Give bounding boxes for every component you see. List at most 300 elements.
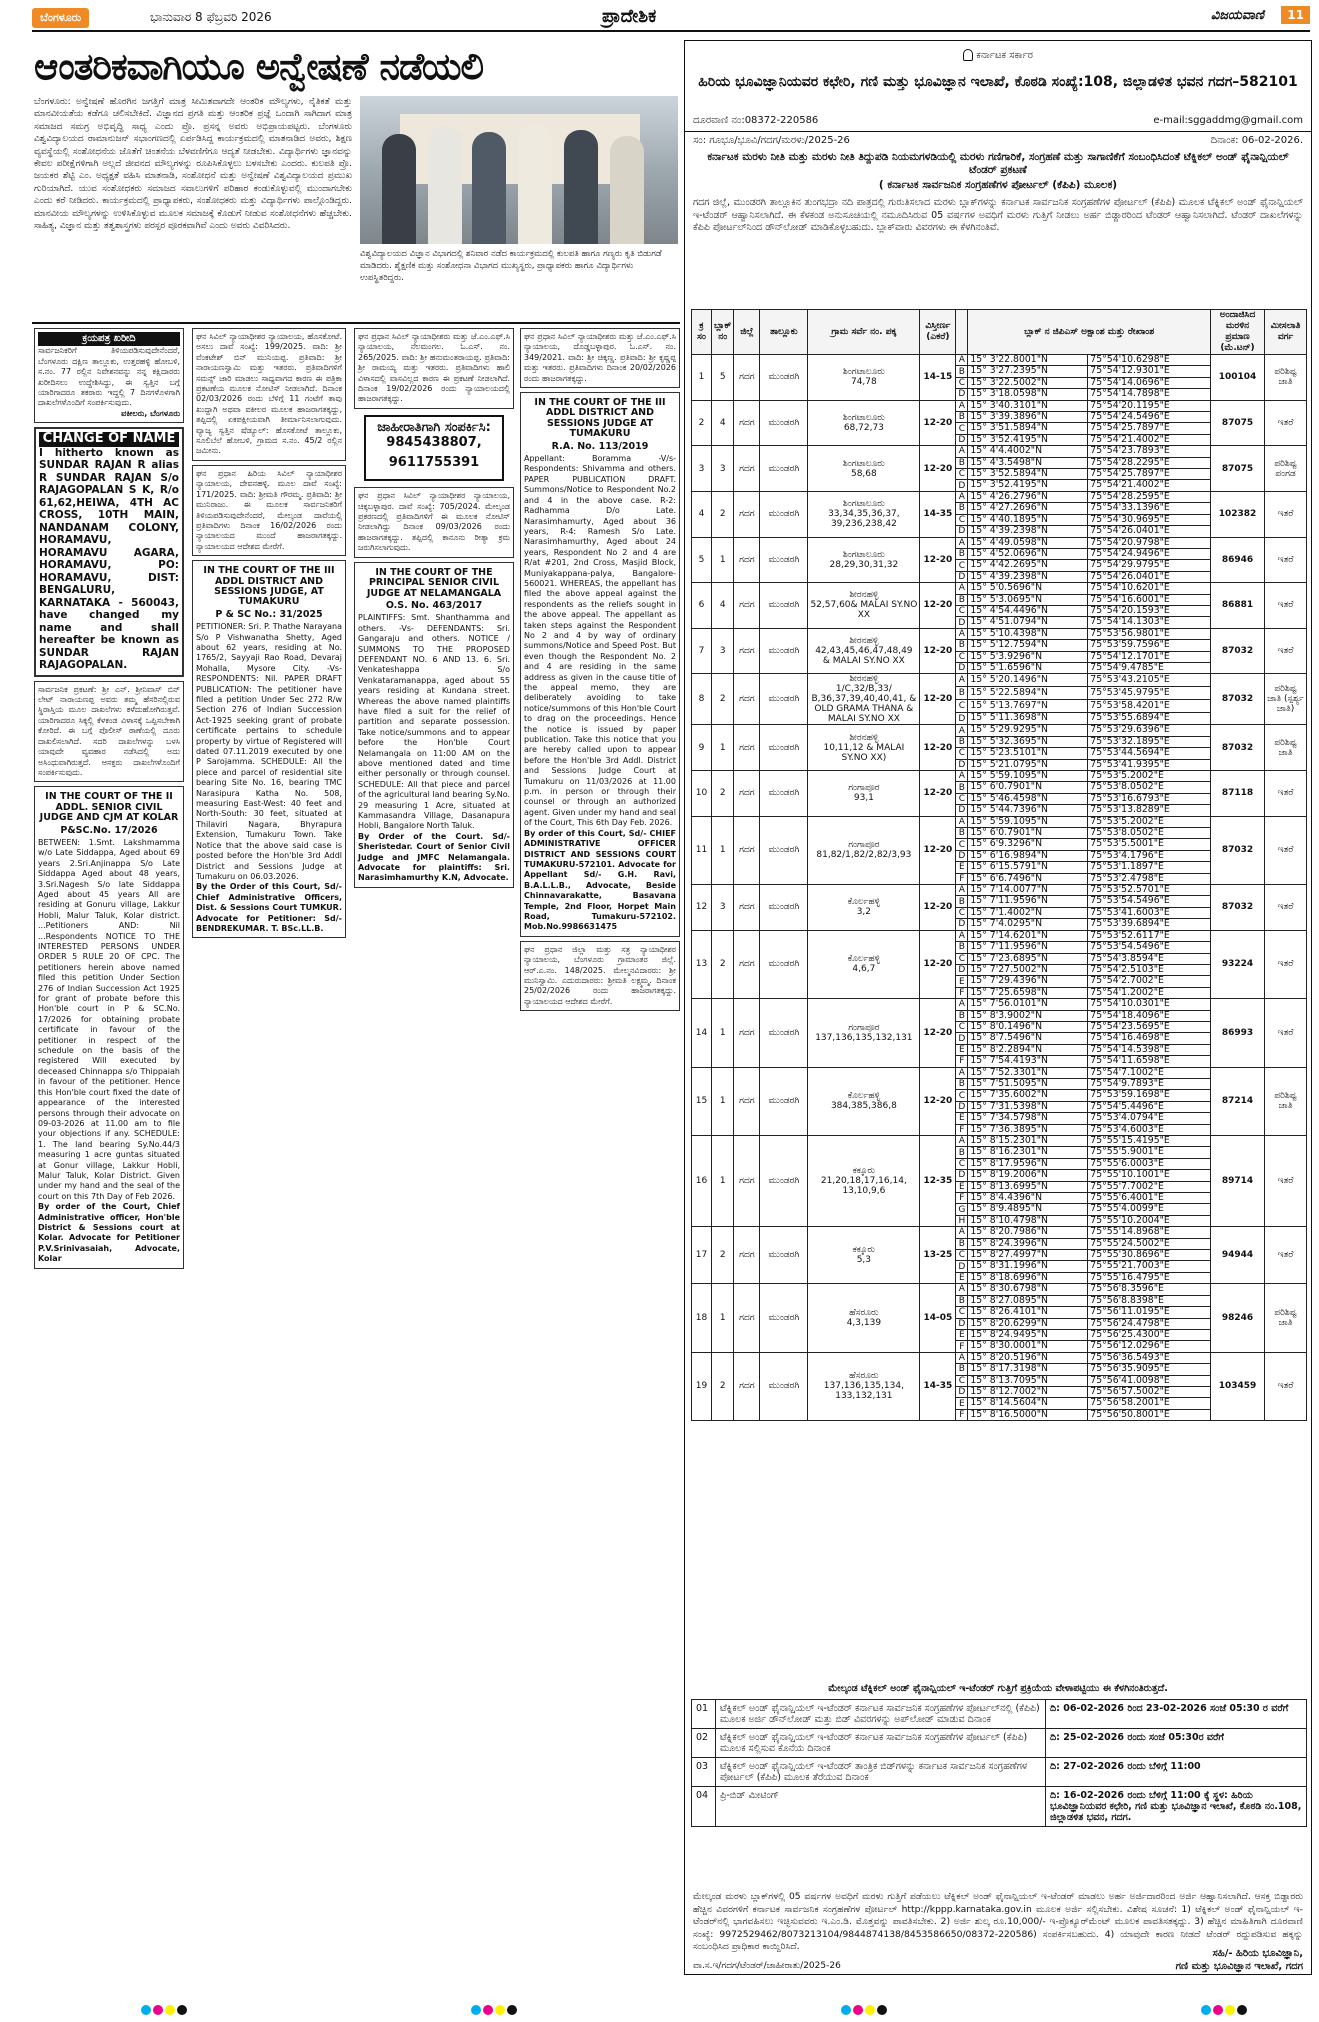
latitude-cell: 15° 8'31.1996"N bbox=[968, 1261, 1088, 1272]
schedule-value: ದಿ: 06-02-2026 ರಿಂದ 23-02-2026 ಸಂಜೆ 05:30 ರ ವರೆಗೆ bbox=[1046, 1700, 1307, 1729]
court-sign: By Order of the Court. Sd/- Sheristedar. Court of Senior Civil Judge and JMFC Nelamangala. Advocate for plaintiffs: Sri. Narasimhamurthy K.N, Advocate. bbox=[358, 831, 510, 883]
village-survey-cell bbox=[808, 771, 920, 817]
survey-numbers: 137,136,135,132,131 bbox=[815, 1032, 913, 1043]
latitude-cell: 15° 4'42.2695"N bbox=[968, 560, 1088, 571]
latitude-cell: 15° 8'30.0001"N bbox=[968, 1341, 1088, 1352]
court-notice-tumakuru-appeal bbox=[520, 392, 680, 937]
village-name: ಗಂಗಾಪೂರ bbox=[848, 1022, 880, 1033]
point-letter-cell: E bbox=[956, 1398, 968, 1409]
longitude-cell: 75°53'1.1897"E bbox=[1088, 862, 1211, 873]
area-cell: 12-20 bbox=[920, 400, 956, 446]
latitude-cell: 15° 7'14.6201"N bbox=[968, 930, 1088, 941]
taluk-cell: ಮುಂಡರಗಿ bbox=[760, 816, 808, 884]
taluk-cell: ಮುಂಡರಗಿ bbox=[760, 1136, 808, 1227]
point-letter-cell: D bbox=[956, 1386, 968, 1397]
registration-marks bbox=[470, 2000, 518, 2014]
longitude-cell: 75°55'4.0099"E bbox=[1088, 1204, 1211, 1215]
col-header: ಬ್ಲಾಕ್ ನ ಜಿಪಿಎಸ್ ಅಕ್ಷಾಂಶ ಮತ್ತು ರೇಖಾಂಶ bbox=[968, 310, 1211, 355]
area-cell: 12-20 bbox=[920, 628, 956, 674]
court-notice-rural-appeal bbox=[520, 941, 680, 1011]
longitude-cell: 75°53'5.2002"E bbox=[1088, 816, 1211, 827]
point-letter-cell: B bbox=[956, 640, 968, 651]
district-cell: ಗದಗ bbox=[734, 400, 760, 446]
block-no-cell: 2 bbox=[712, 1227, 734, 1284]
schedule-table bbox=[691, 1699, 1307, 1827]
longitude-cell: 75°53'4.1796"E bbox=[1088, 850, 1211, 861]
point-letter-cell: D bbox=[956, 1101, 968, 1112]
longitude-cell: 75°53'41.6003"E bbox=[1088, 907, 1211, 918]
village-survey-cell bbox=[808, 816, 920, 884]
longitude-cell: 75°53'5.5001"E bbox=[1088, 839, 1211, 850]
latitude-cell: 15° 8'13.7095"N bbox=[968, 1375, 1088, 1386]
point-letter-cell: B bbox=[956, 736, 968, 747]
district-cell: ಗದಗ bbox=[734, 1136, 760, 1227]
point-letter-cell: D bbox=[956, 526, 968, 537]
point-letter-cell: B bbox=[956, 548, 968, 559]
point-letter-cell: B bbox=[956, 1010, 968, 1021]
longitude-cell: 75°54'28.2595"E bbox=[1088, 491, 1211, 502]
change-of-name-notice bbox=[34, 427, 184, 676]
latitude-cell: 15° 3'52.4195"N bbox=[968, 434, 1088, 445]
village-name: ಶಿಂಗಟಾಲೂರು bbox=[842, 499, 885, 510]
latitude-cell: 15° 5'21.0795"N bbox=[968, 759, 1088, 770]
longitude-cell: 75°53'59.7596"E bbox=[1088, 640, 1211, 651]
longitude-cell: 75°53'43.2105"E bbox=[1088, 674, 1211, 687]
reservation-cell: ಇತರೆ bbox=[1265, 1227, 1307, 1284]
office-address: ಹಿರಿಯ ಭೂವಿಜ್ಞಾನಿಯವರ ಕಛೇರಿ, ಗಣಿ ಮತ್ತು ಭೂವಿಜ್ಞಾನ ಇಲಾಖೆ, ಕೊಠಡಿ ಸಂಖ್ಯೆ:108, ಜಿಲ್ಲಾಡಳಿತ ಭವನ ಗದಗ–582101 bbox=[698, 74, 1298, 90]
taluk-cell: ಮುಂಡರಗಿ bbox=[760, 583, 808, 629]
point-letter-cell: E bbox=[956, 976, 968, 987]
village-name: ಶಿಂಗಟಾಲೂರು bbox=[842, 412, 885, 423]
block-no-cell: 1 bbox=[712, 999, 734, 1067]
point-letter-cell: D bbox=[956, 1261, 968, 1272]
survey-numbers: 4,6,7 bbox=[852, 964, 876, 975]
block-no-cell: 2 bbox=[712, 1352, 734, 1420]
longitude-cell: 75°53'8.0502"E bbox=[1088, 782, 1211, 793]
longitude-cell: 75°53'52.5701"E bbox=[1088, 885, 1211, 896]
point-letter-cell: A bbox=[956, 1067, 968, 1078]
longitude-cell: 75°53'29.6396"E bbox=[1088, 725, 1211, 736]
reservation-cell: ಇತರೆ bbox=[1265, 400, 1307, 446]
reservation-cell: ಇತರೆ bbox=[1265, 885, 1307, 931]
reservation-cell: ಇತರೆ bbox=[1265, 771, 1307, 817]
quantity-cell: 93224 bbox=[1211, 930, 1265, 998]
village-name: ಕೊರ್ಲಹಳ್ಳಿ bbox=[847, 954, 881, 965]
latitude-cell: 15° 5'23.5101"N bbox=[968, 748, 1088, 759]
longitude-cell: 75°54'25.7897"E bbox=[1088, 469, 1211, 480]
notice-date: ದಿನಾಂಕ: 06-02-2026. bbox=[1210, 135, 1303, 146]
longitude-cell: 75°54'9.4785"E bbox=[1088, 662, 1211, 673]
latitude-cell: 15° 8'16.2301"N bbox=[968, 1147, 1088, 1158]
taluk-cell: ಮುಂಡರಗಿ bbox=[760, 628, 808, 674]
point-letter-cell: D bbox=[956, 1318, 968, 1329]
longitude-cell: 75°55'10.1001"E bbox=[1088, 1170, 1211, 1181]
survey-numbers: 3,2 bbox=[856, 907, 872, 918]
latitude-cell: 15° 7'14.0077"N bbox=[968, 885, 1088, 896]
taluk-cell: ಮುಂಡರಗಿ bbox=[760, 491, 808, 537]
taluk-cell: ಮುಂಡರಗಿ bbox=[760, 355, 808, 401]
table-body bbox=[692, 355, 1307, 1421]
court-notice-nelamangala-2 bbox=[354, 562, 514, 888]
latitude-cell: 15° 3'52.5894"N bbox=[968, 469, 1088, 480]
district-cell: ಗದಗ bbox=[734, 355, 760, 401]
area-cell: 12-20 bbox=[920, 537, 956, 583]
district-cell: ಗದಗ bbox=[734, 930, 760, 998]
court-notice-tumakuru bbox=[192, 560, 346, 938]
latitude-cell: 15° 4'3.5498"N bbox=[968, 457, 1088, 468]
longitude-cell: 75°56'36.5493"E bbox=[1088, 1352, 1211, 1363]
yellow-mark bbox=[1225, 2005, 1235, 2015]
notice-body: ಘನ ಪ್ರಧಾನ ಸಿವಿಲ್ ನ್ಯಾಯಾಧೀಶರ ನ್ಯಾಯಾಲಯ, ಚಿಕ್ಕಬಳ್ಳಾಪುರ. ದಾವೆ ಸಂಖ್ಯೆ: 705/2024. ಮೇಲ್ಕಂಡ ಪ್ರಕರಣದಲ್ಲಿ ಪ್ರತಿವಾದಿಗಳಿಗೆ ಈ ಮೂಲಕ ನೋಟಿಸ್ ನೀಡಲಾಗಿದ್ದು ದಿನಾಂಕ 09/03/2026 ರಂದು ಹಾಜರಾಗತಕ್ಕದ್ದು. ತಪ್ಪಿದಲ್ಲಿ ಕಾನೂನು ರೀತ್ಯಾ ಕ್ರಮ ಜರುಗಿಸಲಾಗುವುದು. bbox=[358, 491, 510, 553]
district-cell: ಗದಗ bbox=[734, 674, 760, 725]
longitude-cell: 75°55'14.8968"E bbox=[1088, 1227, 1211, 1238]
survey-numbers: 384,385,386,8 bbox=[830, 1101, 897, 1112]
area-cell: 12-20 bbox=[920, 674, 956, 725]
longitude-cell: 75°54'14.1303"E bbox=[1088, 617, 1211, 628]
latitude-cell: 15° 8'15.2301"N bbox=[968, 1136, 1088, 1147]
point-letter-cell: C bbox=[956, 1021, 968, 1032]
village-survey-cell bbox=[808, 1136, 920, 1227]
latitude-cell: 15° 6'15.5791"N bbox=[968, 862, 1088, 873]
latitude-cell: 15° 5'11.3698"N bbox=[968, 712, 1088, 725]
survey-numbers: 93,1 bbox=[853, 793, 874, 804]
photo-caption: ವಿಶ್ವವಿದ್ಯಾಲಯದ ವಿಜ್ಞಾನ ವಿಭಾಗದಲ್ಲಿ ಶನಿವಾರ ನಡೆದ ಕಾರ್ಯಕ್ರಮದಲ್ಲಿ ಕುಲಪತಿ ಹಾಗೂ ಗಣ್ಯರು ಕೃತಿ ಬಿಡುಗಡೆ ಮಾಡಿದರು. ಶೈಕ್ಷಣಿಕ ಮತ್ತು ಸಂಶೋಧನಾ ವಿಭಾಗದ ಮುಖ್ಯಸ್ಥರು, ಪ್ರಾಧ್ಯಾಪಕರು ಹಾಗೂ ವಿದ್ಯಾರ್ಥಿಗಳು ಉಪಸ್ಥಿತರಿದ್ದರು. bbox=[360, 249, 662, 283]
village-survey-cell bbox=[808, 1227, 920, 1284]
advertising-contact-box bbox=[364, 415, 504, 481]
court-notice-kolar bbox=[34, 786, 184, 1268]
village-name: ಗಂಗಾಪೂರ bbox=[848, 840, 880, 851]
longitude-cell: 75°54'28.2295"E bbox=[1088, 457, 1211, 468]
schedule-row bbox=[692, 1758, 1307, 1787]
table-row bbox=[692, 537, 1307, 548]
classifieds-column-4 bbox=[520, 328, 680, 1990]
point-letter-cell: D bbox=[956, 389, 968, 400]
longitude-cell: 75°55'24.5002"E bbox=[1088, 1238, 1211, 1249]
latitude-cell: 15° 3'39.3896"N bbox=[968, 412, 1088, 423]
survey-numbers: 33,34,35,36,37, 39,236,238,42 bbox=[828, 509, 900, 530]
latitude-cell: 15° 3'18.0598"N bbox=[968, 389, 1088, 400]
latitude-cell: 15° 7'25.6598"N bbox=[968, 987, 1088, 998]
area-cell: 12-20 bbox=[920, 930, 956, 998]
village-survey-cell bbox=[808, 999, 920, 1067]
footer-text: ಮೇಲ್ಕಂಡ ಮರಳು ಬ್ಲಾಕ್‌ಗಳಲ್ಲಿ 05 ವರ್ಷಗಳ ಅವಧಿಗೆ ಮರಳು ಗುತ್ತಿಗೆ ಪಡೆಯಲು ಟೆಕ್ನಿಕಲ್ ಅಂಡ್ ಫೈನಾನ್ಷಿಯಲ್ ಇ-ಟೆಂಡರ್ ಮಾಡಲು ಅರ್ಹ ಅರ್ಜಿದಾರರಿಂದ ಅರ್ಜಿ ಆಹ್ವಾನಿಸಲಾಗಿದೆ. ಆಸಕ್ತ ಬಿಡ್ದಾರರು ಹೆಚ್ಚಿನ ವಿವರಗಳಿಗೆ ಕರ್ನಾಟಕ ಸಾರ್ವಜನಿಕ ಸಂಗ್ರಹಣೆಗಳ ಪೋರ್ಟಲ್ http://kppp.karnataka.gov.in ಮೂಲಕ ಅರ್ಜಿ ಸಲ್ಲಿಸಬೇಕು. ವಿಶೇಷ ಸೂಚನೆ: 1) ಟೆಕ್ನಿಕಲ್ ಅಂಡ್ ಫೈನಾನ್ಷಿಯಲ್ ಇ-ಟೆಂಡರ್‌ನಲ್ಲಿ ಭಾಗವಹಿಸಲು ಇಚ್ಛಿಸುವವರು ಇ.ಎಂ.ಡಿ. ಮೊತ್ತವನ್ನು ಪಾವತಿಸಬೇಕು. 2) ಅರ್ಜಿ ಶುಲ್ಕ ರೂ.10,000/- ಇ-ಪ್ರೊಕ್ಯೂರ್‌ಮೆಂಟ್ ಮೂಲಕ ಪಾವತಿಸತಕ್ಕದ್ದು. 3) ಹೆಚ್ಚಿನ ಮಾಹಿತಿಗಾಗಿ ದೂರವಾಣಿ ಸಂಖ್ಯೆ: 9972529462/8073213104/9844874138/8453586650/08372-220586) ಸಂಪರ್ಕಿಸಬಹುದು. 4) ಯಾವುದೇ ಕಾರಣ ನೀಡದೆ ಟೆಂಡರ್ ರದ್ದುಪಡಿಸುವ ಹಕ್ಕನ್ನು ಸಂಬಂಧಿಸಿದ ಪ್ರಾಧಿಕಾರ ಕಾಯ್ದಿರಿಸಿದೆ. bbox=[693, 1891, 1303, 1953]
village-name: ಶೀರನಹಳ್ಳಿ bbox=[849, 674, 879, 685]
longitude-cell: 75°54'10.6298"E bbox=[1088, 355, 1211, 366]
block-no-cell: 2 bbox=[712, 930, 734, 998]
emblem-icon bbox=[963, 49, 973, 61]
black-mark bbox=[507, 2005, 517, 2015]
latitude-cell: 15° 7'11.9596"N bbox=[968, 942, 1088, 953]
quantity-cell: 87075 bbox=[1211, 400, 1265, 446]
table-row bbox=[692, 725, 1307, 736]
notice-sign: ವಕೀಲರು, ಬೆಂಗಳೂರು bbox=[121, 408, 180, 418]
quantity-cell: 94944 bbox=[1211, 1227, 1265, 1284]
longitude-cell: 75°54'20.1593"E bbox=[1088, 605, 1211, 616]
longitude-cell: 75°54'1.2002"E bbox=[1088, 987, 1211, 998]
village-survey-cell bbox=[808, 400, 920, 446]
purchase-notice bbox=[34, 328, 184, 423]
point-letter-cell: C bbox=[956, 469, 968, 480]
area-cell: 12-20 bbox=[920, 771, 956, 817]
notice-body: ಸಾರ್ವಜನಿಕ ಪ್ರಕಟಣೆ: ಶ್ರೀ ಎನ್. ಶ್ರೀನಿವಾಸ್ ಬಿನ್ ಲೇಟ್ ನಾರಾಯಣಪ್ಪ ಅವರು ತಮ್ಮ ಹೆಸರಿನಲ್ಲಿರುವ ಸ್ಥಿರಾಸ್ತಿಯ ಮೂಲ ದಾಖಲೆಗಳು ಕಳೆದುಹೋಗಿರುತ್ತವೆ. ಯಾರಿಗಾದರೂ ಸಿಕ್ಕಲ್ಲಿ ಕೆಳಕಂಡ ವಿಳಾಸಕ್ಕೆ ಒಪ್ಪಿಸಬೇಕಾಗಿ ಕೋರಿದೆ. ಈ ಬಗ್ಗೆ ಪೊಲೀಸ್ ಠಾಣೆಯಲ್ಲಿ ದೂರು ದಾಖಲಿಸಲಾಗಿದೆ. ಸದರಿ ದಾಖಲೆಗಳನ್ನು ಬಳಸಿ ಯಾವುದೇ ವ್ಯವಹಾರ ನಡೆಸಿದಲ್ಲಿ ಅದು ಅಸಿಂಧುವಾಗಿರುತ್ತದೆ. ಆಸಕ್ತರು ದಾಖಲೆಗಳೊಂದಿಗೆ ಸಂಪರ್ಕಿಸುವುದು. bbox=[38, 684, 180, 777]
latitude-cell: 15° 5'46.4598"N bbox=[968, 793, 1088, 804]
magenta-mark bbox=[853, 2005, 863, 2015]
longitude-cell: 75°55'15.4195"E bbox=[1088, 1136, 1211, 1147]
district-cell: ಗದಗ bbox=[734, 491, 760, 537]
latitude-cell: 15° 4'39.2398"N bbox=[968, 526, 1088, 537]
village-name: ಹೆಸರೂರು bbox=[849, 1308, 879, 1318]
quantity-cell: 87032 bbox=[1211, 628, 1265, 674]
point-letter-cell: D bbox=[956, 571, 968, 582]
quantity-cell: 87032 bbox=[1211, 816, 1265, 884]
table-row bbox=[692, 446, 1307, 457]
table-row bbox=[692, 1136, 1307, 1147]
point-letter-cell: C bbox=[956, 953, 968, 964]
latitude-cell: 15° 5'10.4398"N bbox=[968, 628, 1088, 639]
longitude-cell: 75°54'16.6001"E bbox=[1088, 594, 1211, 605]
district-cell: ಗದಗ bbox=[734, 1352, 760, 1420]
govt-name: ಕರ್ನಾಟಕ ಸರ್ಕಾರ bbox=[976, 50, 1033, 61]
latitude-cell: 15° 7'35.6002"N bbox=[968, 1090, 1088, 1101]
survey-numbers: 137,136,135,134, 133,132,131 bbox=[823, 1381, 904, 1402]
latitude-cell: 15° 4'49.0598"N bbox=[968, 537, 1088, 548]
registration-marks bbox=[1200, 2000, 1248, 2014]
latitude-cell: 15° 3'51.5894"N bbox=[968, 423, 1088, 434]
point-letter-cell: D bbox=[956, 964, 968, 975]
point-letter-cell: E bbox=[956, 862, 968, 873]
village-survey-cell bbox=[808, 1352, 920, 1420]
serial-cell: 12 bbox=[692, 885, 712, 931]
cyan-mark bbox=[841, 2005, 851, 2015]
point-letter-cell: D bbox=[956, 712, 968, 725]
point-letter-cell: F bbox=[956, 1341, 968, 1352]
page-number: 11 bbox=[1281, 6, 1310, 24]
quantity-cell: 86993 bbox=[1211, 999, 1265, 1067]
quantity-cell: 87032 bbox=[1211, 725, 1265, 771]
block-no-cell: 4 bbox=[712, 400, 734, 446]
notice-body: ಘನ ಪ್ರಧಾನ ಸಿವಿಲ್ ನ್ಯಾಯಾಧೀಶರು ಮತ್ತು ಜೆ.ಎಂ.ಎಫ್.ಸಿ ನ್ಯಾಯಾಲಯ, ದೊಡ್ಡಬಳ್ಳಾಪುರ. ಓ.ಎಸ್. ನಂ. 349/2021. ವಾದಿ: ಶ್ರೀ ಚಿಕ್ಕಣ್ಣ. ಪ್ರತಿವಾದಿ: ಶ್ರೀ ಕೃಷ್ಣಪ್ಪ ಮತ್ತು ಇತರರು. ಪ್ರತಿವಾದಿಗಳು ದಿನಾಂಕ 20/02/2026 ರಂದು ಹಾಜರಾಗತಕ್ಕದ್ದು. bbox=[524, 332, 676, 383]
longitude-cell: 75°53'2.4798"E bbox=[1088, 873, 1211, 884]
longitude-cell: 75°56'12.0296"E bbox=[1088, 1341, 1211, 1352]
longitude-cell: 75°54'29.9795"E bbox=[1088, 560, 1211, 571]
latitude-cell: 15° 6'0.7901"N bbox=[968, 828, 1088, 839]
longitude-cell: 75°54'10.0301"E bbox=[1088, 999, 1211, 1010]
schedule-no: 03 bbox=[692, 1758, 716, 1787]
point-letter-cell: E bbox=[956, 1181, 968, 1192]
latitude-cell: 15° 8'20.5196"N bbox=[968, 1352, 1088, 1363]
col-header: ಗ್ರಾಮ ಸರ್ವೆ ನಂ. ಪಕ್ಕ bbox=[808, 310, 920, 355]
longitude-cell: 75°54'2.7002"E bbox=[1088, 976, 1211, 987]
longitude-cell: 75°54'7.1002"E bbox=[1088, 1067, 1211, 1078]
longitude-cell: 75°53'4.6003"E bbox=[1088, 1124, 1211, 1135]
schedule-value: ದಿ: 27-02-2026 ರಂದು ಬೆಳಿಗ್ಗೆ 11:00 bbox=[1046, 1758, 1307, 1787]
latitude-cell: 15° 7'27.5002"N bbox=[968, 964, 1088, 975]
point-letter-cell: A bbox=[956, 628, 968, 639]
table-row bbox=[692, 771, 1307, 782]
district-cell: ಗದಗ bbox=[734, 1227, 760, 1284]
notice-body: ಘನ ಪ್ರಧಾನ ಜಿಲ್ಲಾ ಮತ್ತು ಸತ್ರ ನ್ಯಾಯಾಧೀಶರ ನ್ಯಾಯಾಲಯ, ಬೆಂಗಳೂರು ಗ್ರಾಮಾಂತರ ಜಿಲ್ಲೆ. ಆರ್.ಎ.ನಂ. 148/2025. ಮೇಲ್ಮನವಿದಾರರು: ಶ್ರೀ ಮುನಿಸ್ವಾಮಿ. ಎದುರುದಾರರು: ಶ್ರೀಮತಿ ಲಕ್ಷ್ಮಮ್ಮ. ದಿನಾಂಕ 25/02/2026 ರಂದು ಹಾಜರಾಗತಕ್ಕದ್ದು. ನ್ಯಾಯಾಲಯದ ಆದೇಶದ ಮೇರೆಗೆ. bbox=[524, 944, 676, 1006]
point-letter-cell: F bbox=[956, 987, 968, 998]
longitude-cell: 75°54'14.7898"E bbox=[1088, 389, 1211, 400]
latitude-cell: 15° 5'22.5894"N bbox=[968, 687, 1088, 700]
longitude-cell: 75°54'24.5496"E bbox=[1088, 412, 1211, 423]
section-title: ಪ್ರಾದೇಶಿಕ bbox=[602, 6, 657, 27]
point-letter-cell: D bbox=[956, 805, 968, 816]
ref-line bbox=[693, 135, 1303, 146]
village-name: ಕೊರ್ಲಹಳ್ಳಿ bbox=[847, 897, 881, 908]
area-cell: 12-20 bbox=[920, 446, 956, 492]
point-letter-cell: A bbox=[956, 400, 968, 411]
latitude-cell: 15° 8'20.6299"N bbox=[968, 1318, 1088, 1329]
point-letter-cell: C bbox=[956, 1375, 968, 1386]
longitude-cell: 75°54'30.9695"E bbox=[1088, 514, 1211, 525]
survey-numbers: 81,82/1,82/2,82/3,93 bbox=[816, 850, 912, 861]
village-name: ಶಿಂಗಟಾಲೂರು bbox=[842, 458, 885, 469]
latitude-cell: 15° 7'56.0101"N bbox=[968, 999, 1088, 1010]
black-mark bbox=[877, 2005, 887, 2015]
office-phone: ದೂರವಾಣಿ ನಂ:08372-220586 bbox=[693, 115, 819, 126]
point-letter-cell: B bbox=[956, 782, 968, 793]
tender-title: ಕರ್ನಾಟಕ ಮರಳು ನೀತಿ ಮತ್ತು ಮರಳು ನೀತಿ ತಿದ್ದುಪಡಿ ನಿಯಮಗಳಡಿಯಲ್ಲಿ ಮರಳು ಗಣಿಗಾರಿಕೆ, ಸಂಗ್ರಹಣೆ ಮತ್ತು ಸಾಗಾಣಿಕೆಗೆ ಸಂಬಂಧಿಸಿದಂತೆ ಟೆಕ್ನಿಕಲ್ ಅಂಡ್ ಫೈನಾನ್ಷಿಯಲ್ ಟೆಂಡರ್ ಪ್ರಕಟಣೆ bbox=[707, 151, 1289, 176]
latitude-cell: 15° 8'3.9002"N bbox=[968, 1010, 1088, 1021]
latitude-cell: 15° 5'0.5696"N bbox=[968, 583, 1088, 594]
latitude-cell: 15° 5'59.1095"N bbox=[968, 816, 1088, 827]
registration-marks bbox=[140, 2000, 188, 2014]
area-cell: 14-35 bbox=[920, 491, 956, 537]
longitude-cell: 75°53'45.9795"E bbox=[1088, 687, 1211, 700]
area-cell: 12-20 bbox=[920, 725, 956, 771]
serial-cell: 8 bbox=[692, 674, 712, 725]
longitude-cell: 75°56'24.4798"E bbox=[1088, 1318, 1211, 1329]
schedule-no: 01 bbox=[692, 1700, 716, 1729]
person-figure bbox=[610, 136, 644, 244]
person-figure bbox=[518, 124, 552, 244]
longitude-cell: 75°53'8.0502"E bbox=[1088, 828, 1211, 839]
longitude-cell: 75°55'30.8696"E bbox=[1088, 1250, 1211, 1261]
serial-cell: 1 bbox=[692, 355, 712, 401]
col-header: ಮೀಸಲಾತಿ ವರ್ಗ bbox=[1265, 310, 1307, 355]
point-letter-cell: B bbox=[956, 828, 968, 839]
latitude-cell: 15° 6'16.9894"N bbox=[968, 850, 1088, 861]
serial-cell: 6 bbox=[692, 583, 712, 629]
magenta-mark bbox=[483, 2005, 493, 2015]
point-letter-cell: G bbox=[956, 1204, 968, 1215]
court-body: BETWEEN: 1.Smt. Lakshmamma w/o Late Siddappa, Aged about 69 years 2.Sri.Anjinappa S/o Late Siddappa Aged about 48 years, 3.Sri.Nagesh S/o late Siddappa Aged about 45 years All are residing at Gonuru village, Lakkur Hobli, Malur Taluk, Kolar district. ...Petitioners AND: Nil ...Respondents NOTICE TO THE INTERESTED PERSONS UNDER ORDER 5 RULE 20 OF CPC. The petitioners herein above named filed this petition Under Section 276 of Indian Succession Act 1925 for grant of probate before this Hon'ble court in P & SC.No. 17/2026 for obtaining probate certificate in favour of the petitioner in respect of the schedule on the basis of the registered Will executed by deceased Chinnappa s/o Thippaiah in favour of the petitioner. Hence this Hon'ble court fixed the date of appearance of the interested persons through their advocate on 09-03-2026 at 11.00 am to file your objections if any. SCHEDULE: 1. The land bearing Sy.No.44/3 measuring 1 acre guntas situated at Gonur village, Lakkur Hobli, Malur Taluk, Kolar District. Given under my hand and the seal of the court on this 7th Day of Feb 2026. bbox=[38, 837, 180, 1201]
quantity-cell: 87118 bbox=[1211, 771, 1265, 817]
corner-col-header bbox=[956, 310, 968, 355]
taluk-cell: ಮುಂಡರಗಿ bbox=[760, 1227, 808, 1284]
point-letter-cell: B bbox=[956, 1364, 968, 1375]
longitude-cell: 75°56'25.4300"E bbox=[1088, 1329, 1211, 1340]
survey-numbers: 10,11,12 & MALAI SY.NO XX) bbox=[823, 742, 905, 763]
col-header: ಜಿಲ್ಲೆ bbox=[734, 310, 760, 355]
yellow-mark bbox=[165, 2005, 175, 2015]
sand-blocks-table bbox=[691, 309, 1307, 1421]
longitude-cell: 75°53'5.2002"E bbox=[1088, 771, 1211, 782]
longitude-cell: 75°56'58.2001"E bbox=[1088, 1398, 1211, 1409]
tender-footer bbox=[693, 1891, 1303, 1954]
latitude-cell: 15° 7'34.5798"N bbox=[968, 1113, 1088, 1124]
district-cell: ಗದಗ bbox=[734, 999, 760, 1067]
block-no-cell: 2 bbox=[712, 771, 734, 817]
village-name: ಶೀರನಹಳ್ಳಿ bbox=[849, 590, 879, 601]
longitude-cell: 75°54'3.8594"E bbox=[1088, 953, 1211, 964]
area-cell: 12-20 bbox=[920, 583, 956, 629]
reservation-cell: ಇತರೆ bbox=[1265, 628, 1307, 674]
latitude-cell: 15° 8'10.4798"N bbox=[968, 1215, 1088, 1226]
point-letter-cell: D bbox=[956, 662, 968, 673]
change-of-name-title: CHANGE OF NAME bbox=[39, 432, 179, 446]
longitude-cell: 75°55'16.4795"E bbox=[1088, 1272, 1211, 1283]
latitude-cell: 15° 4'39.2398"N bbox=[968, 571, 1088, 582]
point-letter-cell: A bbox=[956, 1227, 968, 1238]
point-letter-cell: B bbox=[956, 1078, 968, 1089]
serial-cell: 9 bbox=[692, 725, 712, 771]
point-letter-cell: C bbox=[956, 839, 968, 850]
point-letter-cell: F bbox=[956, 1056, 968, 1067]
person-figure bbox=[472, 132, 506, 244]
change-of-name-body: I hitherto known as SUNDAR RAJAN R alias R SUNDAR RAJAN S/o RAJAGOPALAN S K, R/o 61,62,HEIWA, 4TH AC CROSS, 10TH MAIN, NANDANAM COLONY, HORAMAVU, HORAMAVU AGARA, HORAMAVU, PO: HORAMAVU, DIST: BENGALURU, KARNATAKA - 560043, have changed my name and shall hereafter be known as SUNDAR RAJAN RAJAGOPALAN. bbox=[39, 446, 179, 672]
longitude-cell: 75°54'14.5398"E bbox=[1088, 1044, 1211, 1055]
tender-intro: ಗದಗ ಜಿಲ್ಲೆ, ಮುಂಡರಗಿ ತಾಲ್ಲೂಕಿನ ತುಂಗಭದ್ರಾ ನದಿ ಪಾತ್ರದಲ್ಲಿ ಗುರುತಿಸಲಾದ ಮರಳು ಬ್ಲಾಕ್‌ಗಳನ್ನು ಕರ್ನಾಟಕ ಸಾರ್ವಜನಿಕ ಸಂಗ್ರಹಣೆಗಳ ಪೋರ್ಟಲ್ (ಕೆಪಿಪಿ) ಮೂಲಕ ಟೆಕ್ನಿಕಲ್ ಅಂಡ್ ಫೈನಾನ್ಷಿಯಲ್ ಇ-ಟೆಂಡರ್ ಆಹ್ವಾನಿಸಲಾಗಿದೆ. ಈ ಕೆಳಕಂಡ ಅನುಸೂಚಿಯಲ್ಲಿ ನಮೂದಿಸಿರುವ 05 ವರ್ಷಗಳ ಅವಧಿಗೆ ಮರಳು ಗುತ್ತಿಗೆ ನೀಡಲು ಅರ್ಹ ಬಿಡ್ದಾರರಿಂದ ಟೆಂಡರ್ ಆಹ್ವಾನಿಸಲಾಗಿದೆ. ಟೆಂಡರ್ ದಾಖಲೆಗಳನ್ನು ಕೆಪಿಪಿ ಪೋರ್ಟಲ್‌ನಿಂದ ಡೌನ್‌ಲೋಡ್ ಮಾಡಿಕೊಳ್ಳಬಹುದು. ಬ್ಲಾಕ್‌ವಾರು ವಿವರಗಳು ಈ ಕೆಳಗಿನಂತಿವೆ. bbox=[693, 197, 1303, 234]
village-name: ಕಕ್ಕೂರು bbox=[852, 1245, 876, 1256]
quantity-cell: 86946 bbox=[1211, 537, 1265, 583]
reservation-cell: ಪರಿಶಿಷ್ಟ ಪಂಗಡ bbox=[1265, 446, 1307, 492]
taluk-cell: ಮುಂಡರಗಿ bbox=[760, 999, 808, 1067]
col-header: ಕ್ರ ಸಂ bbox=[692, 310, 712, 355]
court-sign: By order of the Court, Chief Administrative officer, Hon'ble District & Sessions court at Kolar. Advocate for Petitioner P.V.Srinivasaiah, Advocate, Kolar bbox=[38, 1202, 180, 1264]
signature-line-1: ಸಹಿ/- ಹಿರಿಯ ಭೂವಿಜ್ಞಾನಿ, bbox=[1212, 1948, 1303, 1959]
area-cell: 14-35 bbox=[920, 1352, 956, 1420]
taluk-cell: ಮುಂಡರಗಿ bbox=[760, 674, 808, 725]
schedule-desc: ಟೆಕ್ನಿಕಲ್ ಅಂಡ್ ಫೈನಾನ್ಷಿಯಲ್ ಇ-ಟೆಂಡರ್ ಕರ್ನಾಟಕ ಸಾರ್ವಜನಿಕ ಸಂಗ್ರಹಣೆಗಳ ಪೋರ್ಟಲ್ (ಕೆಪಿಪಿ) ಮೂಲಕ ಸಲ್ಲಿಸುವ ಕೊನೆಯ ದಿನಾಂಕ bbox=[716, 1729, 1046, 1758]
case-number: O.S. No. 463/2017 bbox=[385, 599, 483, 611]
court-notice-devanahalli bbox=[192, 465, 346, 556]
reference-number: ಸಂ: ಗೂಭೂ/ಭೂವಿ/ಗದಗ/ಮರಳು/2025-26 bbox=[693, 135, 850, 146]
longitude-cell: 75°55'5.9001"E bbox=[1088, 1147, 1211, 1158]
longitude-cell: 75°54'5.4496"E bbox=[1088, 1101, 1211, 1112]
taluk-cell: ಮುಂಡರಗಿ bbox=[760, 1352, 808, 1420]
quantity-cell: 102382 bbox=[1211, 491, 1265, 537]
court-title: IN THE COURT OF THE PRINCIPAL SENIOR CIVIL JUDGE AT NELAMANGALA bbox=[366, 566, 502, 599]
district-cell: ಗದಗ bbox=[734, 583, 760, 629]
schedule-title: ಮೇಲ್ಕಂಡ ಟೆಕ್ನಿಕಲ್ ಅಂಡ್ ಫೈನಾನ್ಷಿಯಲ್ ಇ-ಟೆಂಡರ್ ಗುತ್ತಿಗೆ ಪ್ರಕ್ರಿಯೆಯ ವೇಳಾಪಟ್ಟಿಯು ಈ ಕೆಳಗಿನಂತಿರುತ್ತದೆ. bbox=[828, 1683, 1168, 1694]
village-name: ಶಿಂಗಟಾಲೂರು bbox=[842, 367, 885, 378]
point-letter-cell: C bbox=[956, 793, 968, 804]
longitude-cell: 75°56'50.8001"E bbox=[1088, 1409, 1211, 1420]
latitude-cell: 15° 8'13.6995"N bbox=[968, 1181, 1088, 1192]
serial-cell: 2 bbox=[692, 400, 712, 446]
masthead: ವಿಜಯವಾಣಿ bbox=[1210, 8, 1264, 23]
court-notice-doddaballapur bbox=[520, 328, 680, 388]
latitude-cell: 15° 4'40.1895"N bbox=[968, 514, 1088, 525]
point-letter-cell: D bbox=[956, 1170, 968, 1181]
longitude-cell: 75°54'9.7893"E bbox=[1088, 1078, 1211, 1089]
reservation-cell: ಇತರೆ bbox=[1265, 816, 1307, 884]
block-no-cell: 1 bbox=[712, 816, 734, 884]
village-survey-cell bbox=[808, 583, 920, 629]
latitude-cell: 15° 8'14.5604"N bbox=[968, 1398, 1088, 1409]
district-cell: ಗದಗ bbox=[734, 537, 760, 583]
table-row bbox=[692, 628, 1307, 639]
quantity-cell: 87075 bbox=[1211, 446, 1265, 492]
village-survey-cell bbox=[808, 725, 920, 771]
contact-title: ಜಾಹೀರಾತಿಗಾಗಿ ಸಂಪರ್ಕಿಸಿ: bbox=[377, 419, 491, 435]
reservation-cell: ಪರಿಶಿಷ್ಟ ಜಾತಿ (ಸ್ಪರ್ಶ್ಯ ಜಾತಿ) bbox=[1265, 674, 1307, 725]
cyan-mark bbox=[1201, 2005, 1211, 2015]
table-row bbox=[692, 674, 1307, 687]
table-row bbox=[692, 1352, 1307, 1363]
